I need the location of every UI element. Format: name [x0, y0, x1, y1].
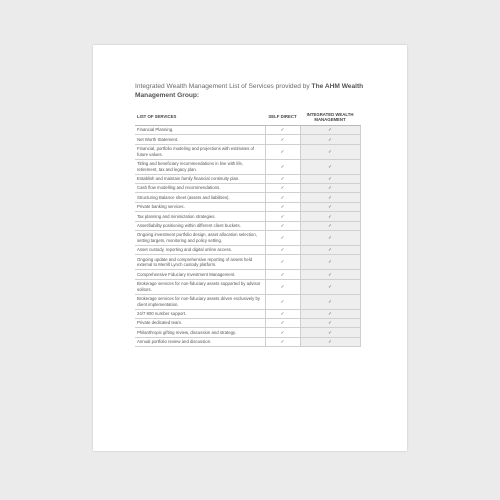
service-name: Brokerage services for non-fiduciary assets supported by advisor solitors. — [135, 279, 265, 294]
table-row — [135, 221, 360, 230]
document-page — [93, 45, 407, 451]
integrated-cell — [300, 221, 360, 230]
table-row — [135, 126, 360, 135]
integrated-cell — [300, 270, 360, 279]
checkmark-icon: ✓ — [280, 194, 285, 200]
title-text: Integrated Wealth Management List of Services provided by — [135, 83, 312, 90]
checkmark-icon: ✓ — [328, 163, 332, 169]
self-direct-cell — [265, 270, 300, 279]
checkmark-icon: ✓ — [328, 329, 332, 335]
integrated-cell — [300, 159, 360, 174]
table-row — [135, 270, 360, 279]
self-direct-cell — [265, 202, 300, 211]
header-self-direct: SELF DIRECT — [265, 109, 300, 126]
checkmark-icon: ✓ — [280, 148, 285, 154]
table-row — [135, 230, 360, 245]
service-name: Annual portfolio review and discussion. — [135, 337, 265, 346]
self-direct-cell — [265, 174, 300, 183]
document-title — [135, 83, 375, 100]
checkmark-icon: ✓ — [280, 259, 285, 265]
integrated-cell — [300, 328, 360, 337]
table-row — [135, 193, 360, 202]
table-row — [135, 174, 360, 183]
checkmark-icon: ✓ — [328, 339, 332, 345]
service-name: 24/7 800 number support. — [135, 309, 265, 318]
integrated-cell — [300, 126, 360, 135]
table-row — [135, 202, 360, 211]
checkmark-icon: ✓ — [280, 235, 285, 241]
self-direct-cell — [265, 245, 300, 254]
self-direct-cell — [265, 212, 300, 221]
self-direct-cell — [265, 159, 300, 174]
checkmark-icon: ✓ — [280, 339, 285, 345]
integrated-cell — [300, 255, 360, 270]
service-name: Ongoing update and comprehensive reporting of assets held external to Merrill Lynch custody platform. — [135, 255, 265, 270]
integrated-cell — [300, 144, 360, 159]
self-direct-cell — [265, 328, 300, 337]
service-name: Tax planning and minimization strategies. — [135, 212, 265, 221]
checkmark-icon: ✓ — [280, 213, 285, 219]
integrated-cell — [300, 245, 360, 254]
checkmark-icon: ✓ — [328, 271, 332, 277]
integrated-cell — [300, 193, 360, 202]
table-row — [135, 144, 360, 159]
checkmark-icon: ✓ — [328, 247, 332, 253]
checkmark-icon: ✓ — [280, 298, 285, 304]
integrated-cell — [300, 174, 360, 183]
checkmark-icon: ✓ — [328, 136, 332, 142]
table-body — [135, 126, 360, 347]
service-name: Asset custody, reporting and digital online access. — [135, 245, 265, 254]
services-table — [135, 109, 361, 347]
integrated-cell — [300, 337, 360, 346]
integrated-cell — [300, 212, 360, 221]
service-name: Ongoing investment portfolio design, asset allocation selection, setting targets, monitoring and policy setting. — [135, 230, 265, 245]
table-row — [135, 318, 360, 327]
checkmark-icon: ✓ — [328, 310, 332, 316]
title-company: The AHM Wealth Management Group: — [135, 83, 364, 99]
integrated-cell — [300, 184, 360, 193]
table-row — [135, 184, 360, 193]
checkmark-icon: ✓ — [280, 320, 285, 326]
self-direct-cell — [265, 294, 300, 309]
table-row — [135, 328, 360, 337]
self-direct-cell — [265, 126, 300, 135]
table-row — [135, 279, 360, 294]
service-name: Comprehensive Fiduciary Investment Management. — [135, 270, 265, 279]
checkmark-icon: ✓ — [280, 271, 285, 277]
checkmark-icon: ✓ — [280, 136, 285, 142]
service-name: Titling and beneficiary recommendations in line with life, retirement, tax and legacy plan. — [135, 159, 265, 174]
service-name: Asset/liability positioning within different client buckets. — [135, 221, 265, 230]
service-name: Brokerage services for non-fiduciary assets driven exclusively by client implementation. — [135, 294, 265, 309]
self-direct-cell — [265, 184, 300, 193]
service-name: Financial Planning. — [135, 126, 265, 135]
header-list-of-services: LIST OF SERVICES — [135, 109, 265, 126]
checkmark-icon: ✓ — [328, 204, 332, 210]
service-name: Philanthropic gifting review, discussion and strategy. — [135, 328, 265, 337]
integrated-cell — [300, 279, 360, 294]
service-name: Establish and maintain family financial continuity plan. — [135, 174, 265, 183]
integrated-cell — [300, 309, 360, 318]
self-direct-cell — [265, 309, 300, 318]
checkmark-icon: ✓ — [328, 259, 332, 265]
checkmark-icon: ✓ — [328, 298, 332, 304]
checkmark-icon: ✓ — [280, 185, 285, 191]
table-row — [135, 245, 360, 254]
checkmark-icon: ✓ — [280, 163, 285, 169]
checkmark-icon: ✓ — [328, 222, 332, 228]
self-direct-cell — [265, 255, 300, 270]
table-row — [135, 337, 360, 346]
checkmark-icon: ✓ — [328, 148, 332, 154]
self-direct-cell — [265, 337, 300, 346]
service-name: Private dedicated team. — [135, 318, 265, 327]
self-direct-cell — [265, 279, 300, 294]
header-integrated-wealth-management: INTEGRATED WEALTH MANAGEMENT — [300, 109, 360, 126]
checkmark-icon: ✓ — [280, 204, 285, 210]
checkmark-icon: ✓ — [280, 176, 285, 182]
service-name: Cash flow modelling and recommendations. — [135, 184, 265, 193]
checkmark-icon: ✓ — [328, 283, 332, 289]
checkmark-icon: ✓ — [280, 247, 285, 253]
table-row — [135, 135, 360, 144]
self-direct-cell — [265, 230, 300, 245]
table-row — [135, 159, 360, 174]
service-name: Financial, portfolio modeling and projections with estimates of future values. — [135, 144, 265, 159]
table-row — [135, 309, 360, 318]
self-direct-cell — [265, 221, 300, 230]
checkmark-icon: ✓ — [280, 283, 285, 289]
integrated-cell — [300, 230, 360, 245]
self-direct-cell — [265, 144, 300, 159]
checkmark-icon: ✓ — [328, 213, 332, 219]
integrated-cell — [300, 202, 360, 211]
checkmark-icon: ✓ — [280, 310, 285, 316]
checkmark-icon: ✓ — [328, 235, 332, 241]
checkmark-icon: ✓ — [328, 176, 332, 182]
checkmark-icon: ✓ — [280, 127, 285, 133]
checkmark-icon: ✓ — [328, 320, 332, 326]
self-direct-cell — [265, 318, 300, 327]
integrated-cell — [300, 135, 360, 144]
table-row — [135, 255, 360, 270]
checkmark-icon: ✓ — [328, 194, 332, 200]
service-name: Net Worth Statement. — [135, 135, 265, 144]
table-row — [135, 294, 360, 309]
checkmark-icon: ✓ — [280, 329, 285, 335]
integrated-cell — [300, 294, 360, 309]
checkmark-icon: ✓ — [328, 127, 332, 133]
table-row — [135, 212, 360, 221]
self-direct-cell — [265, 135, 300, 144]
checkmark-icon: ✓ — [280, 222, 285, 228]
service-name: Structuring Balance sheet (assets and liabilities). — [135, 193, 265, 202]
table-header-row — [135, 109, 360, 126]
self-direct-cell — [265, 193, 300, 202]
service-name: Private banking services. — [135, 202, 265, 211]
checkmark-icon: ✓ — [328, 185, 332, 191]
integrated-cell — [300, 318, 360, 327]
